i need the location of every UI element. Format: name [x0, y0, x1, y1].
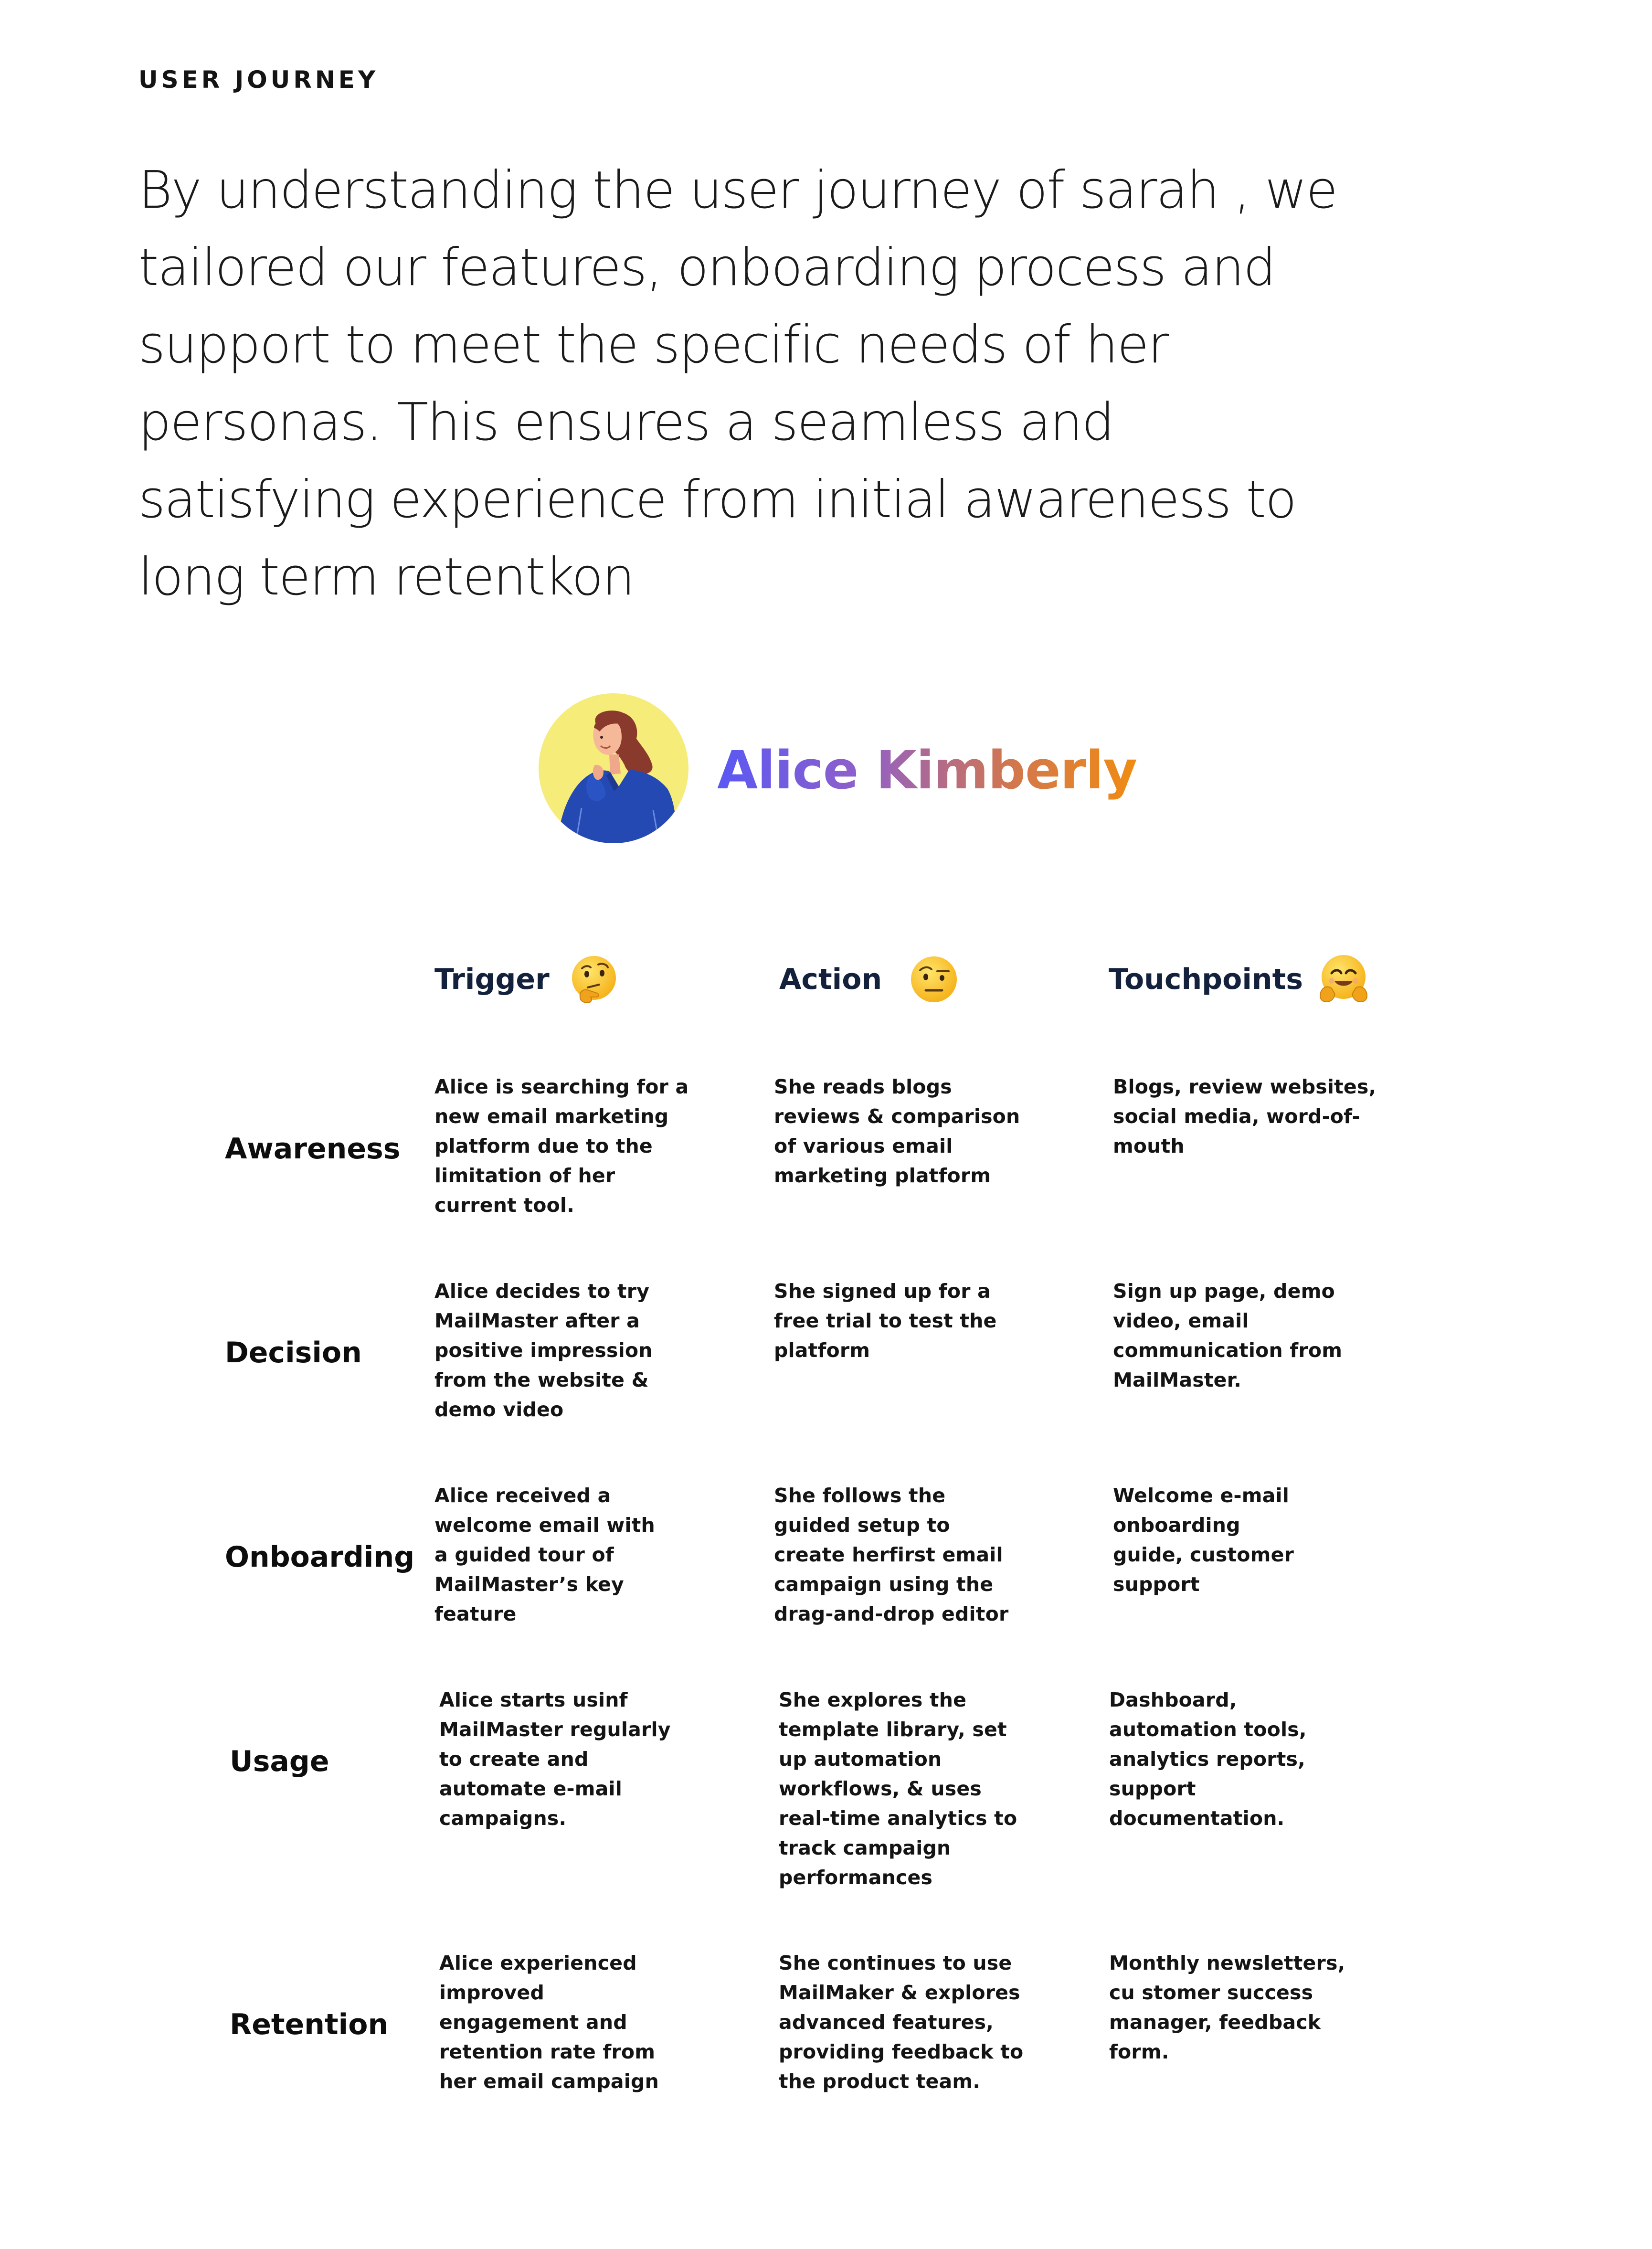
retention-touchpoints: Monthly newsletters, cu stomer success manager, feedback form.: [1109, 1952, 1345, 2063]
intro-paragraph: By understanding the user journey of sarah , we tailored our features, onboarding process and support to meet the specific needs of her personas. This ensures a seamless and satisfying experience from initial awareness to long term retentkon: [138, 160, 1337, 607]
decision-touchpoints: Sign up page, demo video, email communication from MailMaster.: [1113, 1280, 1343, 1391]
decision-action: She signed up for a free trial to test the platform: [774, 1280, 997, 1362]
awareness-touchpoints: Blogs, review websites, social media, word-of-mouth: [1113, 1075, 1377, 1157]
stage-onboarding: Onboarding: [225, 1540, 415, 1574]
usage-action: She explores the template library, set up automation workflows, & uses real-time analytics to track campaign performances: [779, 1688, 1017, 1889]
column-label-action: Action: [779, 963, 882, 996]
raised-eyebrow-face-emoji-icon: [908, 953, 960, 1006]
decision-trigger: Alice decides to try MailMaster after a positive impression from the website & demo video: [434, 1280, 653, 1421]
onboarding-trigger: Alice received a welcome email with a guided tour of MailMaster’s key feature: [434, 1484, 655, 1625]
section-eyebrow: USER JOURNEY: [138, 66, 379, 94]
onboarding-touchpoints: Welcome e-mail onboarding guide, customer support: [1113, 1484, 1294, 1596]
retention-trigger: Alice experienced improved engagement and retention rate from her email campaign: [439, 1952, 659, 2093]
stage-usage: Usage: [230, 1745, 329, 1778]
usage-trigger: Alice starts usinf MailMaster regularly to create and automate e-mail campaigns.: [439, 1688, 671, 1830]
stage-retention: Retention: [230, 2008, 389, 2041]
stage-decision: Decision: [225, 1336, 362, 1369]
onboarding-action: She follows the guided setup to create herfirst email campaign using the drag-and-drop editor: [774, 1484, 1009, 1625]
awareness-trigger: Alice is searching for a new email marketing platform due to the limitation of her current tool.: [434, 1075, 689, 1217]
woman-avatar-icon: [539, 693, 688, 843]
column-header-trigger: [434, 953, 620, 1006]
awareness-action: She reads blogs reviews & comparison of various email marketing platform: [774, 1075, 1020, 1187]
retention-action: She continues to use MailMaker & explores advanced features, providing feedback to the product team.: [779, 1952, 1024, 2093]
usage-touchpoints: Dashboard, automation tools, analytics reports, support documentation.: [1109, 1688, 1307, 1830]
thinking-face-emoji-icon: [568, 953, 620, 1006]
column-label-trigger: Trigger: [434, 963, 550, 996]
stage-awareness: Awareness: [225, 1132, 401, 1166]
column-header-touchpoints: [1109, 953, 1370, 1006]
persona-name: Alice Kimberly: [717, 740, 1137, 801]
column-label-touchpoints: Touchpoints: [1109, 963, 1303, 996]
hugging-face-emoji-icon: [1317, 953, 1370, 1006]
column-header-action: [779, 953, 960, 1006]
